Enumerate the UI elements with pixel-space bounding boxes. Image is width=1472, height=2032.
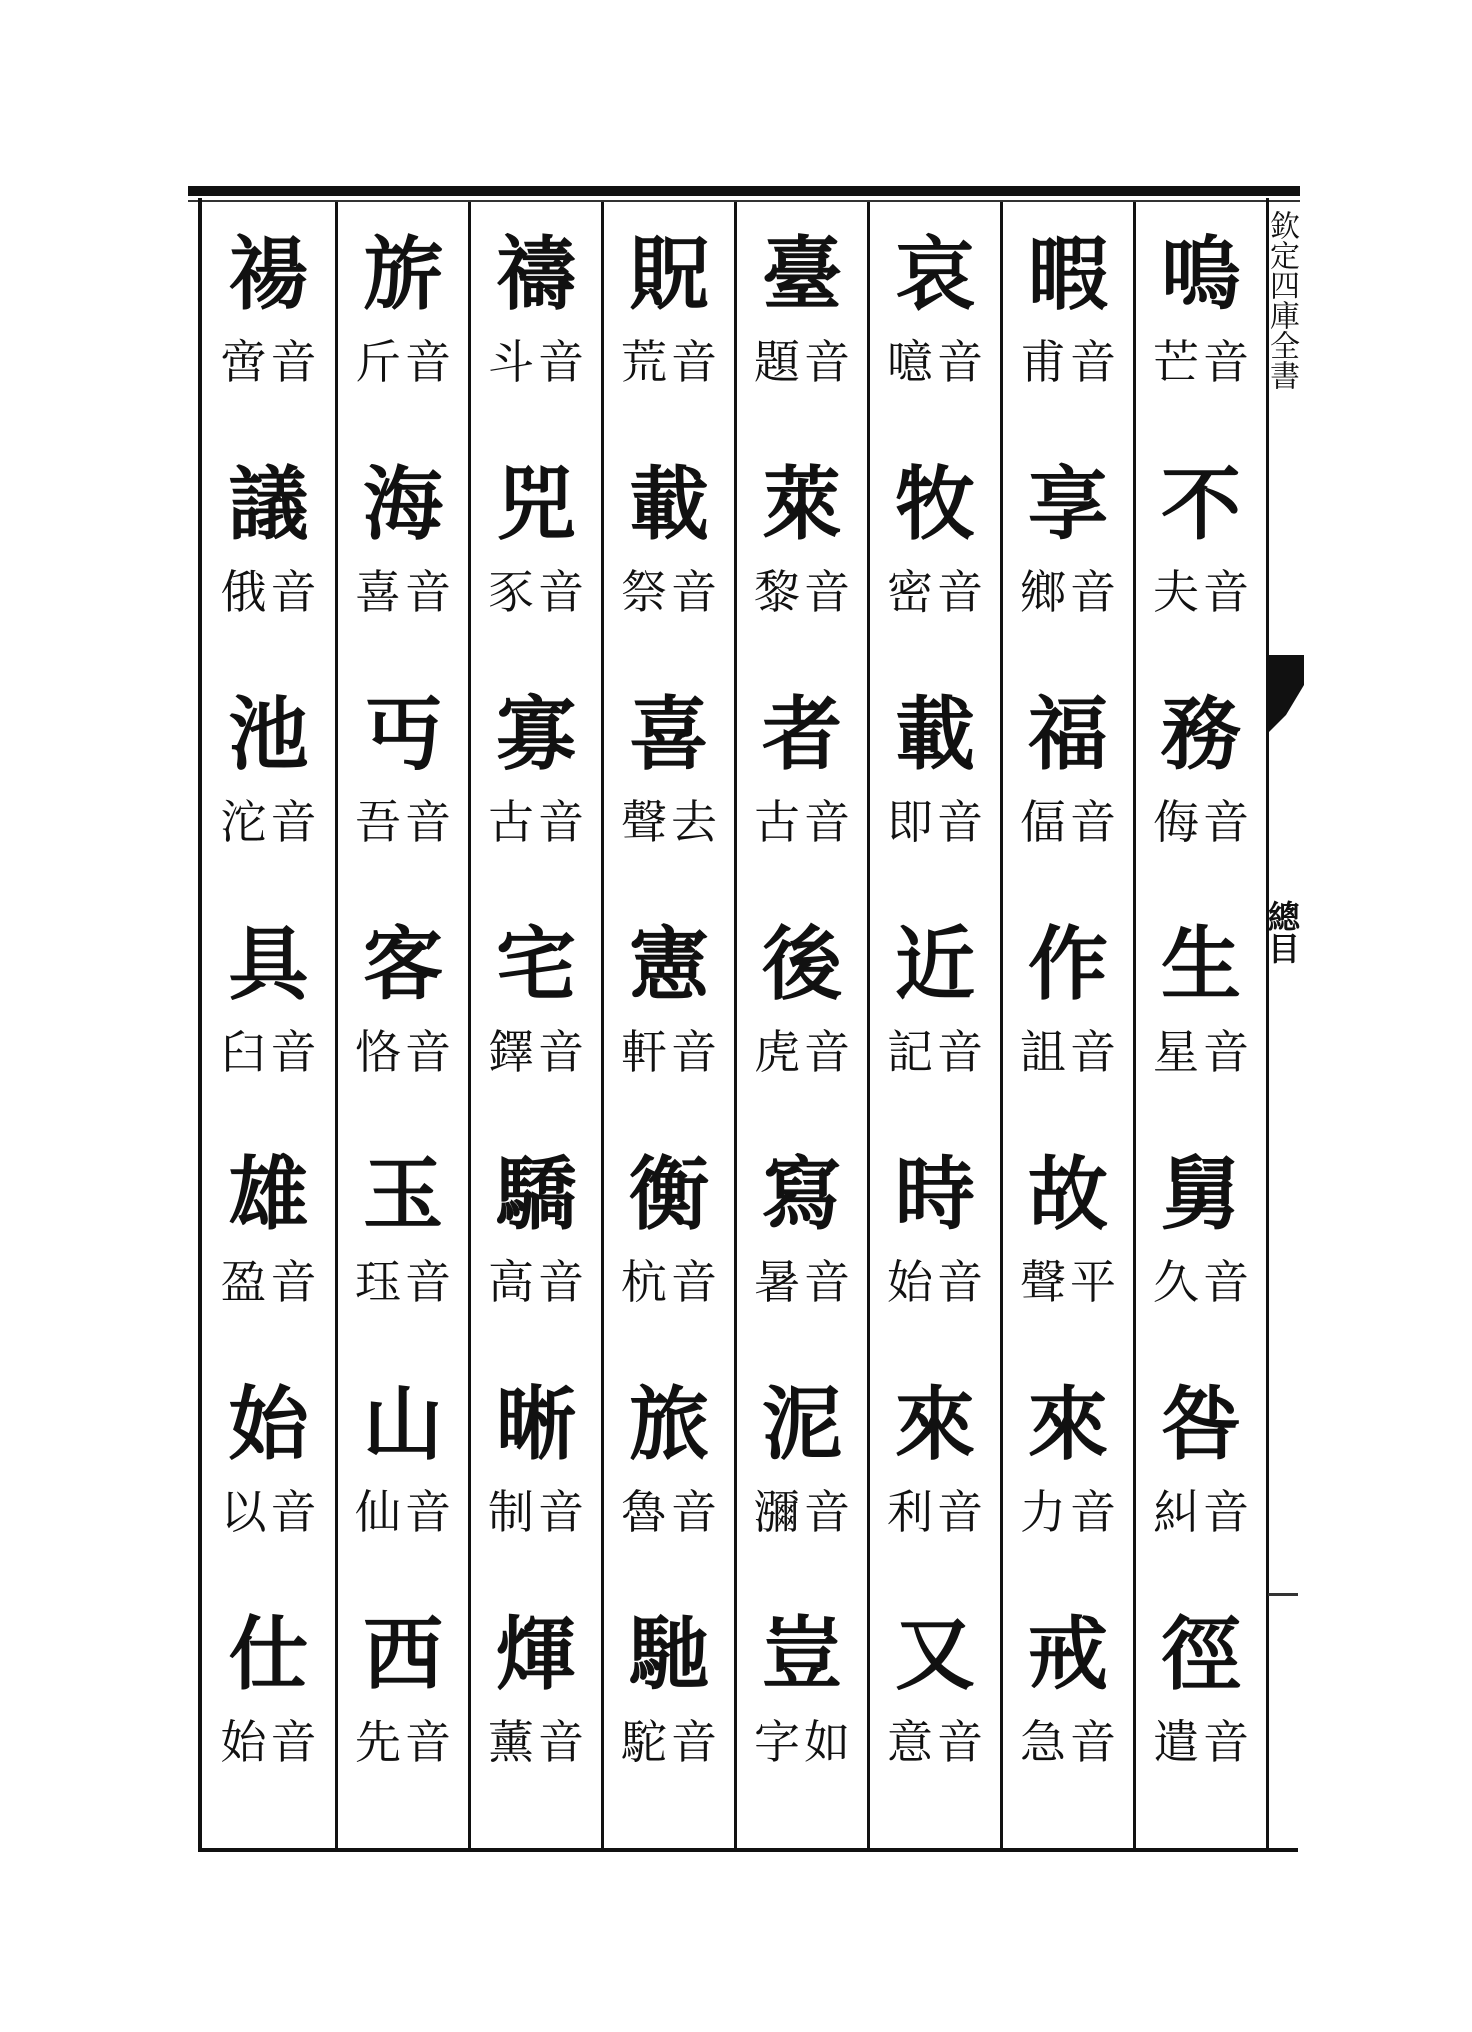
gloss-char: 噫 [887,335,933,389]
headword: 客 [363,917,443,1011]
glossary-entry [875,1602,995,1832]
glossary-entry [476,1142,596,1372]
headword: 煇 [496,1607,576,1701]
headword: 議 [228,457,309,551]
headword: 哀 [895,227,975,321]
glossary-entry [1141,452,1261,682]
glossary-entry [1141,912,1261,1142]
gloss-char: 沱 [220,795,267,849]
gloss-char: 夫 [1153,565,1199,619]
glossary-entry [742,1142,862,1372]
headword: 海 [363,457,443,551]
gloss-char: 斤 [355,335,401,389]
gloss-char: 力 [1020,1485,1066,1539]
glossary-entry [609,1372,729,1602]
pronunciation-gloss [488,1712,584,1772]
pronunciation-gloss [621,1712,717,1772]
gloss-char: 荒 [621,335,667,389]
headword: 時 [895,1147,975,1241]
glossary-entry [742,682,862,912]
gloss-char: 偪 [1020,795,1066,849]
pronunciation-gloss [355,1022,451,1082]
pronunciation-gloss [887,1252,983,1312]
glossary-entry [343,682,463,912]
gloss-char: 俄 [220,565,267,619]
glossary-entry [209,1602,329,1832]
glossary-entry [209,1372,329,1602]
margin-book-title: 欽定四庫全書 [1264,210,1299,390]
gloss-char: 音 [270,1255,317,1309]
glossary-entry [609,1602,729,1832]
glossary-entry [1008,1372,1128,1602]
gloss-char: 音 [538,1025,584,1079]
headword: 喜 [629,687,709,781]
gloss-char: 聲 [621,795,667,849]
fish-tail-mark-icon [1266,655,1306,735]
gloss-char: 音 [1070,335,1116,389]
pronunciation-gloss [1020,792,1116,852]
gloss-char: 字 [754,1715,800,1769]
glossary-entry [875,222,995,452]
gloss-char: 急 [1020,1715,1066,1769]
gloss-char: 密 [887,565,933,619]
glossary-entry [1008,912,1128,1142]
headword: 作 [1028,917,1108,1011]
pronunciation-gloss [1020,332,1116,392]
gloss-char: 薰 [488,1715,534,1769]
headword: 雄 [228,1147,309,1241]
gloss-char: 音 [1070,1485,1116,1539]
gloss-char: 音 [671,1255,717,1309]
headword: 牧 [895,457,975,551]
headword: 玉 [363,1147,443,1241]
headword: 禱 [496,227,576,321]
gloss-char: 侮 [1153,795,1199,849]
glossary-entry [875,682,995,912]
pronunciation-gloss [488,1482,584,1542]
gloss-char: 芒 [1153,335,1199,389]
headword: 寡 [496,687,576,781]
pronunciation-gloss [221,1022,317,1082]
glossary-entry [343,1602,463,1832]
pronunciation-gloss [754,332,850,392]
headword: 晰 [496,1377,576,1471]
headword: 嗚 [1161,227,1241,321]
gloss-char: 音 [270,335,317,389]
glossary-entry [609,682,729,912]
gloss-char: 臼 [220,1025,267,1079]
gloss-char: 即 [887,795,933,849]
headword: 豈 [762,1607,842,1701]
headword: 宅 [496,917,576,1011]
gloss-char: 音 [1203,795,1249,849]
pronunciation-gloss [1153,1712,1249,1772]
headword: 務 [1161,687,1241,781]
gloss-char: 意 [887,1715,933,1769]
gloss-char: 音 [270,795,317,849]
gloss-char: 以 [220,1485,267,1539]
pronunciation-gloss [621,1482,717,1542]
pronunciation-gloss [355,562,451,622]
gloss-char: 音 [671,1025,717,1079]
headword: 生 [1161,917,1241,1011]
gloss-char: 音 [405,1715,451,1769]
headword: 仕 [228,1607,309,1701]
pronunciation-gloss [887,332,983,392]
glossary-entry [742,452,862,682]
gloss-char: 音 [804,1025,850,1079]
gloss-char: 音 [538,335,584,389]
gloss-char: 豕 [488,565,534,619]
headword: 暇 [1028,227,1108,321]
gloss-char: 高 [488,1255,534,1309]
gloss-char: 遣 [1153,1715,1199,1769]
pronunciation-gloss [1153,562,1249,622]
pronunciation-gloss [754,1712,850,1772]
gloss-char: 久 [1153,1255,1199,1309]
glossary-column [1133,202,1266,1848]
headword: 享 [1028,457,1108,551]
gloss-char: 音 [937,565,983,619]
pronunciation-gloss [1153,332,1249,392]
headword: 萊 [762,457,842,551]
glossary-entry [742,1372,862,1602]
glossary-entry [209,682,329,912]
gloss-char: 音 [405,795,451,849]
glossary-entry [343,1372,463,1602]
glossary-entry [209,1142,329,1372]
gloss-char: 音 [1203,1485,1249,1539]
pronunciation-gloss [887,1022,983,1082]
gloss-char: 制 [488,1485,534,1539]
gloss-char: 仙 [355,1485,401,1539]
glossary-entry [476,912,596,1142]
gloss-char: 音 [804,1485,850,1539]
gloss-char: 先 [355,1715,401,1769]
gloss-char: 平 [1070,1255,1116,1309]
headword: 馳 [629,1607,709,1701]
gloss-char: 音 [538,795,584,849]
headword: 戒 [1028,1607,1108,1701]
gloss-char: 音 [405,335,451,389]
glossary-entry [343,912,463,1142]
gloss-char: 音 [937,1485,983,1539]
glossary-entry [609,222,729,452]
gloss-char: 音 [1203,1255,1249,1309]
gloss-char: 音 [270,1715,317,1769]
gloss-char: 古 [754,795,800,849]
glossary-entry [343,452,463,682]
pronunciation-gloss [887,792,983,852]
gloss-char: 鄉 [1020,565,1066,619]
gloss-char: 音 [671,1485,717,1539]
glossary-entry [476,682,596,912]
gloss-char: 古 [488,795,534,849]
headword: 不 [1161,457,1241,551]
gloss-char: 記 [887,1025,933,1079]
glossary-column [601,202,734,1848]
gloss-char: 聲 [1020,1255,1066,1309]
glossary-entry [742,912,862,1142]
headword: 西 [363,1607,443,1701]
gloss-char: 音 [538,1255,584,1309]
glossary-entry [1008,222,1128,452]
pronunciation-gloss [221,332,317,392]
pronunciation-gloss [754,792,850,852]
gloss-char: 音 [538,565,584,619]
gloss-char: 黎 [754,565,800,619]
glossary-entry [476,1372,596,1602]
glossary-entry [476,222,596,452]
headword: 禓 [228,227,309,321]
pronunciation-gloss [621,1022,717,1082]
pronunciation-gloss [621,332,717,392]
gloss-char: 始 [887,1255,933,1309]
gloss-char: 音 [1070,795,1116,849]
pronunciation-gloss [488,332,584,392]
gloss-char: 音 [804,565,850,619]
headword: 泥 [762,1377,842,1471]
gloss-char: 音 [1070,1715,1116,1769]
glossary-entry [875,452,995,682]
gloss-char: 音 [671,335,717,389]
gloss-char: 軒 [621,1025,667,1079]
glossary-entry [1008,452,1128,682]
pronunciation-gloss [221,1252,317,1312]
gloss-char: 祭 [621,565,667,619]
gloss-char: 盈 [220,1255,267,1309]
gloss-char: 音 [538,1485,584,1539]
gloss-char: 斗 [488,335,534,389]
gloss-char: 魯 [621,1485,667,1539]
gloss-char: 虎 [754,1025,800,1079]
pronunciation-gloss [1153,1252,1249,1312]
glossary-entry [1008,682,1128,912]
gloss-char: 音 [937,1715,983,1769]
bottom-border-rule [198,1848,1298,1852]
pronunciation-gloss [355,1482,451,1542]
gloss-char: 音 [270,565,317,619]
headword: 具 [228,917,309,1011]
pronunciation-gloss [221,1482,317,1542]
gloss-char: 瀰 [754,1485,800,1539]
pronunciation-gloss [621,792,717,852]
gloss-char: 利 [887,1485,933,1539]
headword: 丏 [363,687,443,781]
gloss-char: 音 [671,1715,717,1769]
glossary-entry [209,452,329,682]
glossary-entry [609,912,729,1142]
glossary-entry [1008,1142,1128,1372]
gloss-char: 音 [937,335,983,389]
gloss-char: 甫 [1020,335,1066,389]
gloss-char: 音 [1203,565,1249,619]
glossary-entry [609,452,729,682]
pronunciation-gloss [754,1022,850,1082]
gloss-char: 鐸 [488,1025,534,1079]
gloss-char: 星 [1153,1025,1199,1079]
gloss-char: 音 [405,1255,451,1309]
glossary-entry [1008,1602,1128,1832]
gloss-char: 恪 [355,1025,401,1079]
glossary-column [1000,202,1133,1848]
gloss-char: 題 [754,335,800,389]
pronunciation-gloss [355,1712,451,1772]
glossary-column [335,202,468,1848]
gloss-char: 吾 [355,795,401,849]
pronunciation-gloss [1153,792,1249,852]
glossary-entry [1141,1602,1261,1832]
headword: 來 [895,1377,975,1471]
glossary-entry [209,912,329,1142]
gloss-char: 音 [1070,1025,1116,1079]
pronunciation-gloss [221,562,317,622]
gloss-char: 音 [405,1485,451,1539]
headword: 福 [1028,687,1108,781]
pronunciation-gloss [221,1712,317,1772]
glossary-entry [343,1142,463,1372]
gloss-char: 如 [804,1715,850,1769]
pronunciation-gloss [1020,562,1116,622]
glossary-entry [609,1142,729,1372]
gloss-char: 詛 [1020,1025,1066,1079]
gloss-char: 音 [1203,1025,1249,1079]
headword: 兕 [496,457,576,551]
gloss-char: 珏 [355,1255,401,1309]
pronunciation-gloss [355,1252,451,1312]
gloss-char: 音 [671,565,717,619]
glossary-column [202,202,335,1848]
headword: 又 [895,1607,975,1701]
pronunciation-gloss [754,1482,850,1542]
gloss-char: 音 [804,335,850,389]
glossary-column [734,202,867,1848]
gloss-char: 暑 [754,1255,800,1309]
pronunciation-gloss [488,1022,584,1082]
pronunciation-gloss [488,562,584,622]
headword: 近 [895,917,975,1011]
headword: 咎 [1161,1377,1241,1471]
pronunciation-gloss [221,792,317,852]
gloss-char: 音 [1203,335,1249,389]
top-border-rule [188,186,1300,196]
pronunciation-gloss [887,1482,983,1542]
headword: 載 [629,457,709,551]
pronunciation-gloss [488,792,584,852]
headword: 旅 [629,1377,709,1471]
headword: 後 [762,917,842,1011]
glossary-entry [1141,1372,1261,1602]
pronunciation-gloss [1020,1252,1116,1312]
headword: 始 [228,1377,309,1471]
page-margin-strip [1263,198,1307,1852]
pronunciation-gloss [621,1252,717,1312]
pronunciation-gloss [887,1712,983,1772]
margin-section-label: 總目 [1263,900,1301,964]
glossary-entry [476,1602,596,1832]
glossary-entry [1141,222,1261,452]
glossary-entry [742,1602,862,1832]
pronunciation-gloss [1020,1482,1116,1542]
margin-tick-mark [1268,1593,1298,1596]
gloss-char: 音 [1070,565,1116,619]
gloss-char: 音 [538,1715,584,1769]
headword: 寫 [762,1147,842,1241]
headword: 臺 [762,227,842,321]
gloss-char: 音 [270,1485,317,1539]
pronunciation-gloss [355,332,451,392]
pronunciation-gloss [754,562,850,622]
pronunciation-gloss [355,792,451,852]
glossary-entry [875,912,995,1142]
gloss-char: 喜 [355,565,401,619]
gloss-char: 音 [405,1025,451,1079]
glossary-entry [209,222,329,452]
gloss-char: 駝 [621,1715,667,1769]
glossary-entry [742,222,862,452]
headword: 徑 [1161,1607,1241,1701]
headword: 故 [1028,1147,1108,1241]
glossary-entry [476,452,596,682]
headword: 驕 [496,1147,576,1241]
glossary-entry [343,222,463,452]
gloss-char: 音 [804,795,850,849]
gloss-char: 音 [937,1025,983,1079]
pronunciation-gloss [621,562,717,622]
glossary-entry [875,1372,995,1602]
glossary-column [867,202,1000,1848]
gloss-char: 糾 [1153,1485,1199,1539]
gloss-char: 音 [937,795,983,849]
headword: 憲 [629,917,709,1011]
gloss-char: 始 [220,1715,267,1769]
glossary-column [468,202,601,1848]
gloss-char: 音 [804,1255,850,1309]
headword: 山 [363,1377,443,1471]
gloss-char: 音 [937,1255,983,1309]
headword: 貺 [629,227,709,321]
pronunciation-gloss [1153,1482,1249,1542]
headword: 衡 [629,1147,709,1241]
headword: 來 [1028,1377,1108,1471]
headword: 旂 [363,227,443,321]
pronunciation-gloss [488,1252,584,1312]
gloss-char: 去 [671,795,717,849]
headword: 舅 [1161,1147,1241,1241]
gloss-char: 杭 [621,1255,667,1309]
gloss-char: 啻 [220,335,267,389]
gloss-char: 音 [1203,1715,1249,1769]
pronunciation-gloss [1153,1022,1249,1082]
glossary-entry [1141,1142,1261,1372]
headword: 者 [762,687,842,781]
gloss-char: 音 [270,1025,317,1079]
headword: 池 [228,687,309,781]
pronunciation-gloss [887,562,983,622]
headword: 載 [895,687,975,781]
pronunciation-gloss [754,1252,850,1312]
pronunciation-gloss [1020,1712,1116,1772]
glossary-entry [875,1142,995,1372]
gloss-char: 音 [405,565,451,619]
glossary-entry [1141,682,1261,912]
glossary-columns [202,202,1266,1848]
pronunciation-gloss [1020,1022,1116,1082]
